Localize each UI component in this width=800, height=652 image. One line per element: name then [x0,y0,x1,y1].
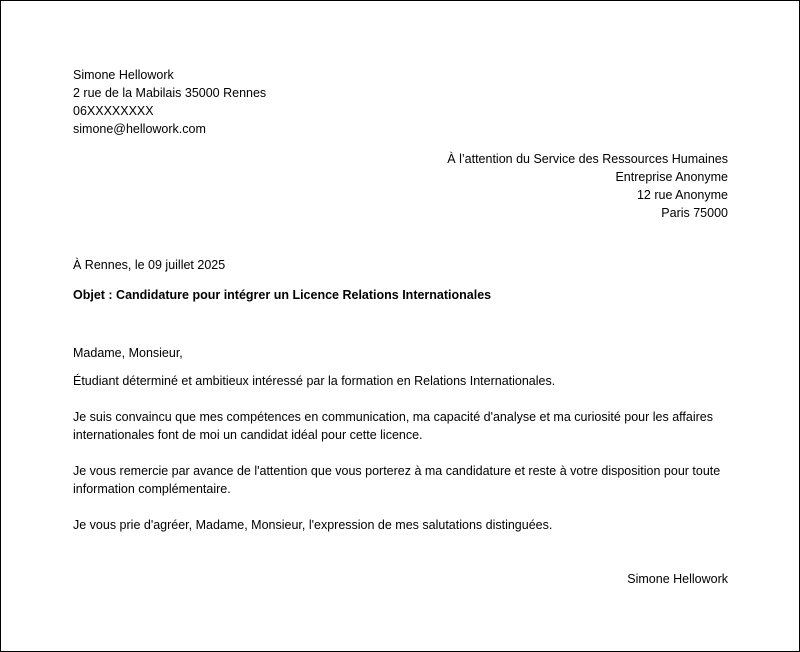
date-line [73,256,728,274]
greeting-text: Madame, Monsieur, [73,346,183,360]
paragraph-text: Je vous prie d'agréer, Madame, Monsieur, l'expression de mes salutations distinguées. [73,518,553,532]
subject-line [73,286,728,304]
recipient-block [73,150,728,222]
sender-block [73,66,728,138]
body-paragraph-2 [73,408,728,444]
sender-name: Simone Hellowork [73,68,174,82]
recipient-company: Entreprise Anonyme [615,170,728,184]
letter-content [73,66,728,588]
sender-phone: 06XXXXXXXX [73,104,154,118]
recipient-street: 12 rue Anonyme [636,188,728,202]
paragraph-text: Je suis convaincu que mes compétences en communication, ma capacité d'analyse et ma curiosité pour les affaires internationales font de moi un candidat idéal pour cette licence. [73,410,713,442]
sender-address: 2 rue de la Mabilais 35000 Rennes [73,86,267,100]
body-paragraph-1 [73,372,728,390]
closing-paragraph [73,516,728,534]
paragraph-text: Étudiant déterminé et ambitieux intéressé par la formation en Relations Internationales. [73,374,556,388]
recipient-attention: À l’attention du Service des Ressources Humaines [447,152,728,166]
signature-name: Simone Hellowork [627,572,728,586]
subject-text: Objet : Candidature pour intégrer un Licence Relations Internationales [73,288,492,302]
signature-block [73,570,728,588]
greeting [73,344,728,362]
date-text: À Rennes, le 09 juillet 2025 [73,258,226,272]
body-paragraph-3 [73,462,728,498]
sender-email: simone@hellowork.com [73,122,206,136]
paragraph-text: Je vous remercie par avance de l'attention que vous porterez à ma candidature et reste à votre disposition pour toute information complémentaire. [73,464,721,496]
recipient-city: Paris 75000 [661,206,728,220]
